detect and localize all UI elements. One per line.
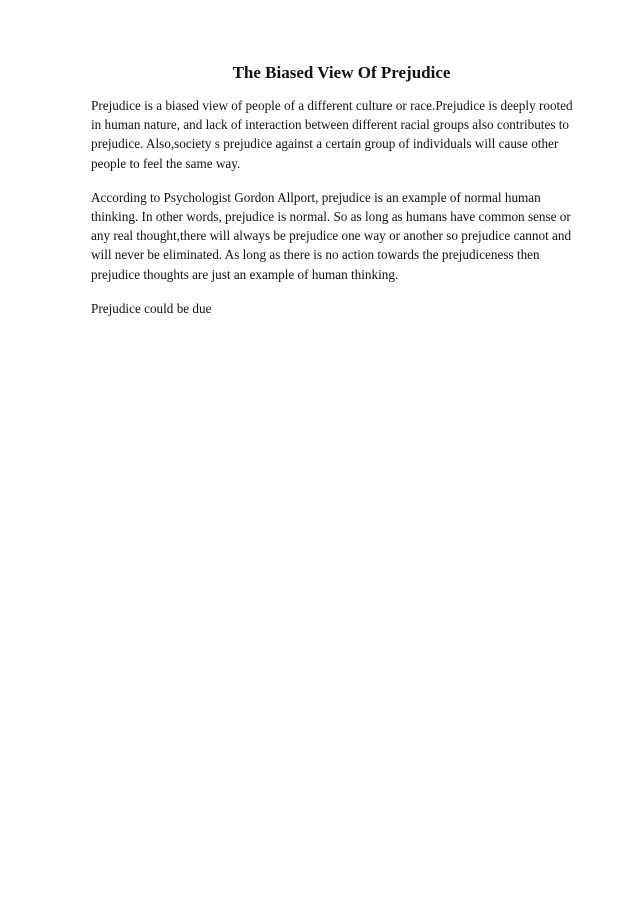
- paragraph-2: According to Psychologist Gordon Allport, prejudice is an example of normal human thinking. In other words, prejudice is normal. So as long as humans have common sense or any real thought,there will always be prejudice one way or another so prejudice cannot and will never be eliminated. As long as there is no action towards the prejudiceness then prejudice thoughts are just an example of human thinking.: [91, 189, 572, 282]
- document-title: The Biased View Of Prejudice: [232, 63, 451, 82]
- paragraph-1: Prejudice is a biased view of people of a different culture or race.Prejudice is deeply rooted in human nature, and lack of interaction between different racial groups also contributes to prejudice. Also,society s prejudice against a certain group of individuals will cause other people to feel the same way.: [91, 98, 573, 171]
- paragraph-3: Prejudice could be due: [91, 300, 212, 316]
